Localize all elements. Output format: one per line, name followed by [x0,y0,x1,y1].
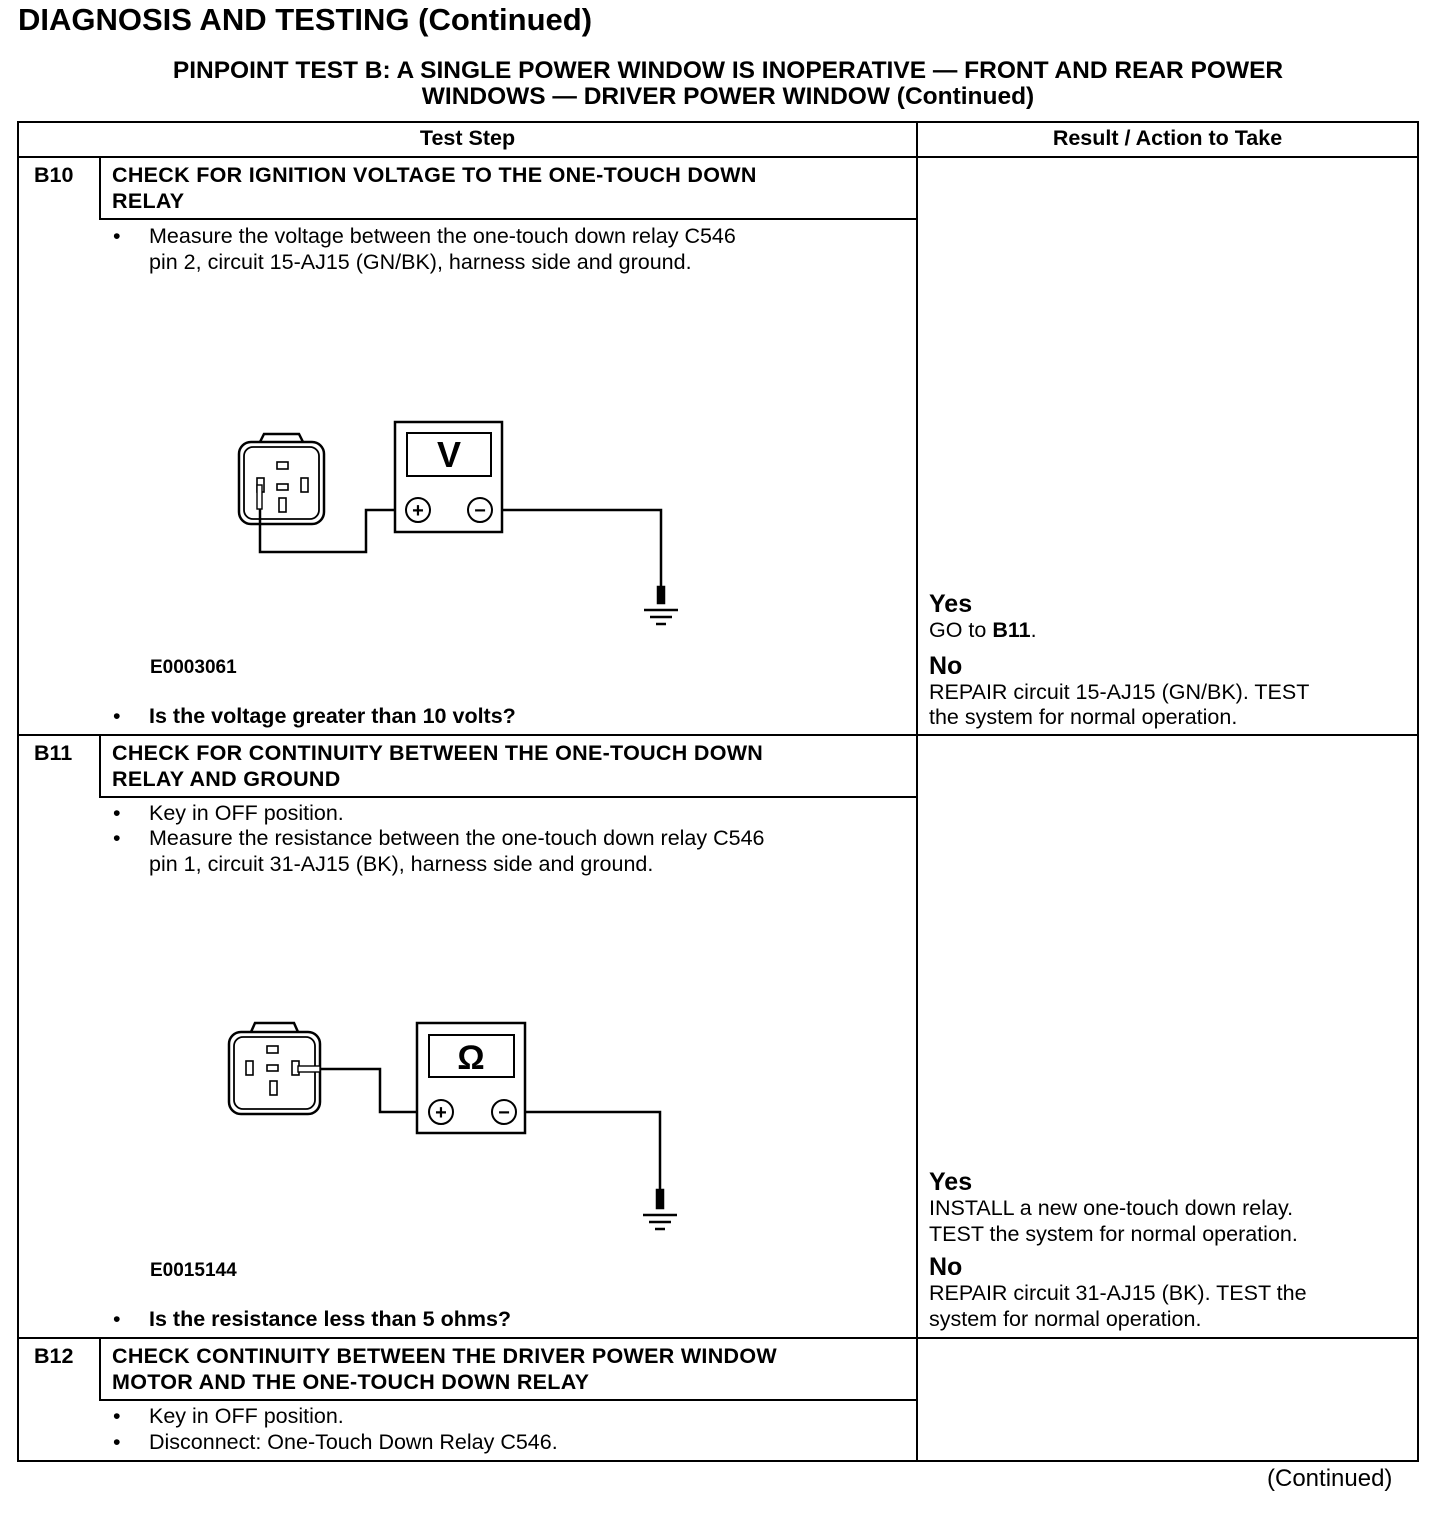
step-title-line1: CHECK CONTINUITY BETWEEN THE DRIVER POWER WINDOW [112,1344,777,1368]
voltmeter-icon [395,422,502,532]
ground-icon [643,1190,677,1229]
question-text: Is the resistance less than 5 ohms? [149,1307,512,1331]
page-title: DIAGNOSIS AND TESTING (Continued) [18,2,593,37]
yes-action: INSTALL a new one-touch down relay. TEST the system for normal operation. [929,1196,1298,1246]
no-label: No [929,1253,963,1281]
meter-symbol: V [436,434,462,475]
step-title [112,740,763,792]
figure-id: E0003061 [150,657,237,678]
ohmmeter-icon [417,1023,525,1133]
continued-label: (Continued) [1267,1465,1393,1492]
no-label: No [929,651,963,680]
bullet-line: Measure the voltage between the one-touch down relay C546 [149,224,736,248]
result-b11 [929,1168,1307,1332]
no-action: REPAIR circuit 31-AJ15 (BK). TEST the system for normal operation. [929,1281,1307,1331]
bullet-line: Key in OFF position. [149,1404,344,1428]
meter-symbol: Ω [457,1039,485,1077]
bullet-line: Disconnect: One-Touch Down Relay C546. [149,1430,558,1454]
step-title-line1: CHECK FOR IGNITION VOLTAGE TO THE ONE-TOUCH DOWN [112,163,757,187]
minus-terminal: − [498,1102,510,1124]
question-text: Is the voltage greater than 10 volts? [149,704,516,728]
plus-terminal: + [412,500,424,522]
figure-id: E0015144 [150,1260,237,1281]
step-title-line1: CHECK FOR CONTINUITY BETWEEN THE ONE-TOUCH DOWN [112,741,764,765]
step-id: B12 [34,1344,74,1368]
step-id: B11 [34,741,73,765]
step-title-line2: MOTOR AND THE ONE-TOUCH DOWN RELAY [112,1370,590,1394]
step-title [112,162,757,214]
ground-icon [644,587,678,624]
yes-label: Yes [929,1168,973,1196]
minus-terminal: − [474,500,486,522]
bullet-line: pin 1, circuit 31-AJ15 (BK), harness side and ground. [149,851,654,876]
step-title-line2: RELAY AND GROUND [112,767,341,791]
column-header-result: Result / Action to Take [1052,126,1283,150]
step-title [112,1343,777,1395]
bullet-line: Measure the resistance between the one-touch down relay C546 [149,826,765,850]
bullet-line: pin 2, circuit 15-AJ15 (GN/BK), harness side and ground. [149,249,692,274]
column-header-test-step: Test Step [419,126,516,150]
pinpoint-test-title-line2: WINDOWS — DRIVER POWER WINDOW (Continued) [421,83,1035,110]
plus-terminal: + [435,1102,447,1124]
result-b10 [929,590,1309,731]
pinpoint-test-title-line1: PINPOINT TEST B: A SINGLE POWER WINDOW IS INOPERATIVE — FRONT AND REAR POWER [172,57,1284,84]
step-id: B10 [34,163,74,187]
yes-label: Yes [929,590,973,618]
yes-action: GO to B11. [929,618,1037,642]
relay-connector-icon [239,434,324,524]
pinpoint-test-title [18,58,1438,110]
ohmmeter-diagram [220,1015,690,1240]
step-title-line2: RELAY [112,189,185,213]
voltmeter-diagram [230,415,690,635]
no-action: REPAIR circuit 15-AJ15 (GN/BK). TEST the system for normal operation. [929,679,1310,729]
bullet-line: Key in OFF position. [149,801,344,825]
